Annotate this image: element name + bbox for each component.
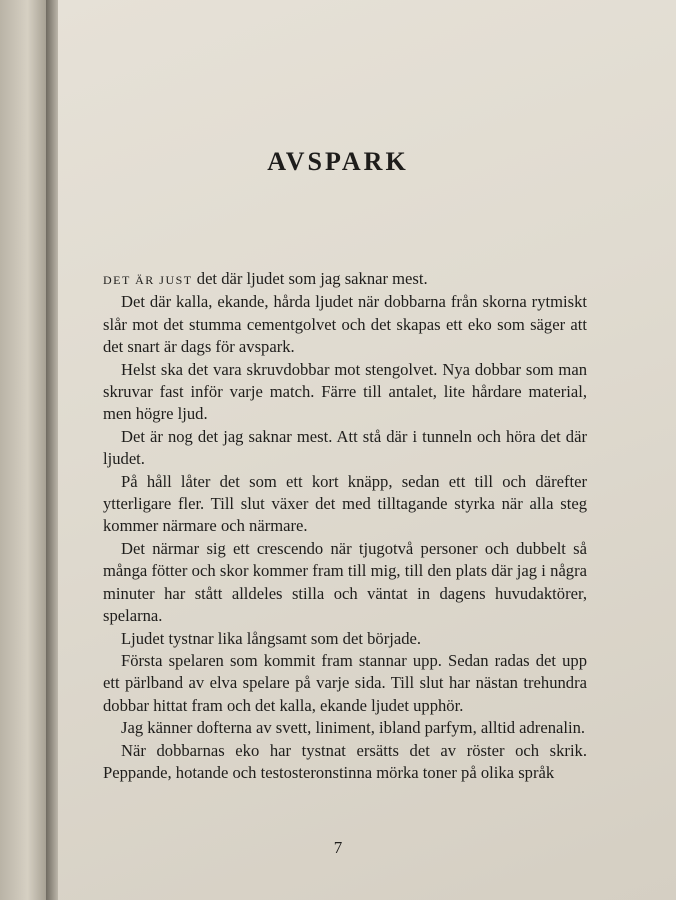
- paragraph: Det är nog det jag saknar mest. Att stå där i tunneln och höra det där ljudet.: [103, 426, 587, 469]
- chapter-body: [103, 268, 587, 784]
- paragraph: Det där kalla, ekande, hårda ljudet när dobbarna från skorna rytmiskt slår mot det stumma cementgolvet och det skapas ett eko som säger att det snart är dags för avspark.: [103, 292, 587, 357]
- paragraph: Första spelaren som kommit fram stannar upp. Sedan radas det upp ett pärlband av elva spelare på varje sida. Till slut har nästan trehundra dobbar hittat fram och det kalla, ekande ljudet upphör.: [103, 650, 587, 715]
- chapter-title: AVSPARK: [267, 147, 409, 177]
- paragraph: Det närmar sig ett crescendo när tjugotvå personer och dubbelt så många fötter och skor kommer fram till mig, till den plats där jag i några minuter har stått alldeles stilla och väntat in dagens huvudaktörer, spelarna.: [103, 538, 587, 626]
- paragraph: Helst ska det vara skruvdobbar mot stengolvet. Nya dobbar som man skruvar fast inför varje match. Färre till antalet, lite hårdare material, men högre ljud.: [103, 359, 587, 424]
- lead-in-small-caps: DET ÄR JUST: [103, 273, 193, 287]
- previous-page-edge: [0, 0, 46, 900]
- page-number: 7: [333, 838, 343, 857]
- opening-sentence: det där ljudet som jag saknar mest.: [192, 269, 428, 288]
- paragraph: Jag känner dofterna av svett, liniment, ibland parfym, alltid adrenalin.: [121, 718, 586, 738]
- paragraph: På håll låter det som ett kort knäpp, sedan ett till och därefter ytterligare fler. Till slut växer det med tilltagande styrka när alla steg kommer närmare och närmare.: [103, 471, 587, 536]
- paragraph-opening: [103, 268, 587, 291]
- paragraph: Ljudet tystnar lika långsamt som det började.: [121, 628, 422, 648]
- paragraph: När dobbarnas eko har tystnat ersätts det av röster och skrik. Peppande, hotande och testosteronstinna mörka toner på olika språk: [103, 740, 587, 782]
